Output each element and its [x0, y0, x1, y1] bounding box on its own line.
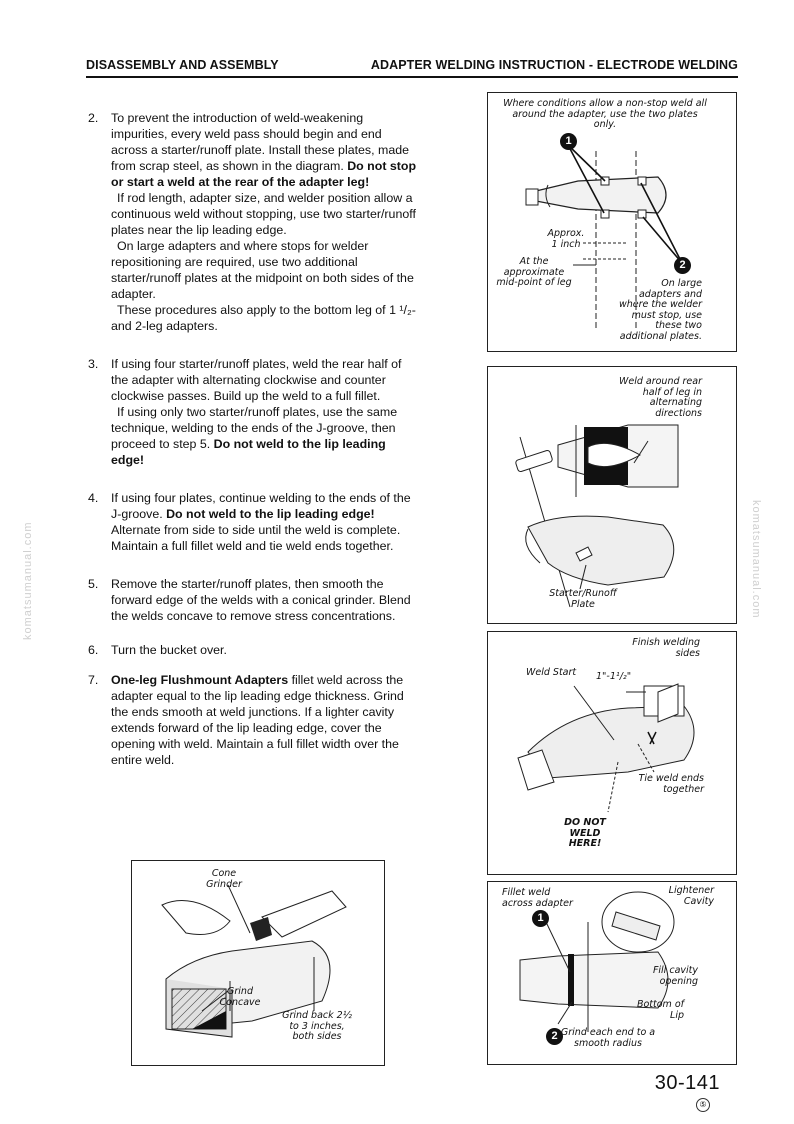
step-paragraph [111, 302, 421, 334]
figure-weld-rear-half [487, 366, 737, 624]
figure-flushmount-fillet [487, 881, 737, 1065]
body-text: These procedures also apply to the bottom leg of 1 ¹/₂- and 2-leg adapters. [111, 303, 416, 333]
fig2-caption: Weld around rear half of leg in alternating directions [618, 376, 702, 419]
fig3-tie-label: Tie weld ends together [638, 773, 704, 795]
page-revision-mark: ⑤ [696, 1098, 710, 1112]
body-text: Turn the bucket over. [111, 643, 227, 657]
emphasis-text: Do not weld to the lip leading edge! [166, 507, 375, 521]
step-paragraph [111, 672, 421, 768]
callout-marker-2: 2 [674, 257, 691, 274]
step-paragraph [111, 404, 421, 468]
page-topic-title: ADAPTER WELDING INSTRUCTION - ELECTRODE WELDING [370, 58, 738, 72]
step-paragraph [111, 490, 421, 554]
page-header [86, 56, 738, 78]
fig1-midpoint-label: At the approximate mid-point of leg [496, 256, 572, 288]
body-text: fillet weld across the adapter equal to the lip leading edge thickness. Grind the ends smooth at weld junctions. If a lighter cavity extends forward of the lip leading edge, cover the opening with weld. Maintain a full fillet width over the entire weld. [111, 673, 404, 767]
callout-marker-2: 2 [546, 1028, 563, 1045]
instruction-step [86, 490, 421, 554]
instruction-step [86, 110, 421, 334]
fig1-large-adapters-label: On large adapters and where the welder must stop, use these two additional plates. [618, 278, 702, 342]
step-number: 6. [88, 643, 99, 657]
step-paragraph [111, 642, 421, 658]
figure-plate-placement [487, 92, 737, 352]
step-number: 2. [88, 111, 99, 125]
watermark-right: komatsumanual.com [750, 500, 762, 619]
fig3-finish-label: Finish welding sides [632, 637, 700, 659]
callout-marker-1: 1 [560, 133, 577, 150]
step-paragraph [111, 356, 421, 404]
fig1-caption-top: Where conditions allow a non-stop weld all around the adapter, use the two plates only. [503, 98, 707, 130]
figure-finish-sides [487, 631, 737, 875]
step-number: 4. [88, 491, 99, 505]
emphasis-text: Do not stop or start a weld at the rear of the adapter leg! [111, 159, 417, 189]
fig1-approx-label: Approx. 1 inch [547, 228, 585, 250]
fig5-back-label: Grind back 2½ to 3 inches, both sides [282, 1010, 352, 1042]
body-text: Alternate from side to side until the weld is complete. Maintain a full fillet weld and tie weld ends together. [111, 523, 401, 553]
body-text: If rod length, adapter size, and welder position allow a continuous weld without stopping, use two starter/runoff plates near the lip leading edge. [111, 191, 416, 237]
step-paragraph [111, 576, 421, 624]
step-number: 3. [88, 357, 99, 371]
instruction-steps [86, 110, 421, 782]
step-number: 7. [88, 673, 99, 687]
page-number: 30-141 [654, 1072, 720, 1094]
body-text: If using four plates, continue welding to the ends of the J-groove. [111, 491, 411, 521]
callout-marker-1: 1 [532, 910, 549, 927]
emphasis-text: One-leg Flushmount Adapters [111, 673, 289, 687]
body-text: Remove the starter/runoff plates, then smooth the forward edge of the welds with a conical grinder. Blend the welds concave to remove stress concentrations. [111, 577, 411, 623]
fig3-dimension-label: 1"-1¹/₂" [596, 671, 632, 682]
instruction-step [86, 576, 421, 624]
body-text: If using only two starter/runoff plates, use the same technique, welding to the ends of the J-groove, then proceed to step 5. [111, 405, 398, 451]
fig4-bottom-label: Bottom of Lip [636, 999, 684, 1021]
body-text: To prevent the introduction of weld-weakening impurities, every weld pass should begin and end across a starter/runoff plate. Install these plates, made from scrap steel, as shown in the diagram. [111, 111, 409, 173]
fig3-start-label: Weld Start [526, 667, 577, 678]
fig3-warning-label: DO NOT WELD HERE! [564, 817, 606, 849]
fig2-plate-label: Starter/Runoff Plate [549, 588, 617, 610]
fig4-fillet-label: Fillet weld across adapter [502, 887, 573, 909]
step-paragraph [111, 110, 421, 190]
figure-cone-grinder [131, 860, 385, 1066]
fig4-cavity-label: Lightener Cavity [668, 885, 714, 907]
step-paragraph [111, 238, 421, 302]
fig4-grind-label: Grind each end to a smooth radius [560, 1027, 656, 1049]
fig4-fill-label: Fill cavity opening [652, 965, 698, 987]
instruction-step [86, 642, 421, 658]
emphasis-text: Do not weld to the lip leading edge! [111, 437, 386, 467]
section-title: DISASSEMBLY AND ASSEMBLY [86, 58, 279, 72]
step-paragraph [111, 190, 421, 238]
instruction-step [86, 356, 421, 468]
watermark-left: komatsumanual.com [22, 521, 34, 640]
step-number: 5. [88, 577, 99, 591]
fig5-concave-label: Grind Concave [219, 986, 261, 1008]
instruction-step [86, 672, 421, 768]
body-text: On large adapters and where stops for welder repositioning are required, use two additional starter/runoff plates at the midpoint on both sides of the adapter. [111, 239, 414, 301]
body-text: If using four starter/runoff plates, weld the rear half of the adapter with alternating clockwise and counter clockwise passes. Build up the weld to a full fillet. [111, 357, 402, 403]
fig5-cone-label: Cone Grinder [206, 868, 242, 890]
